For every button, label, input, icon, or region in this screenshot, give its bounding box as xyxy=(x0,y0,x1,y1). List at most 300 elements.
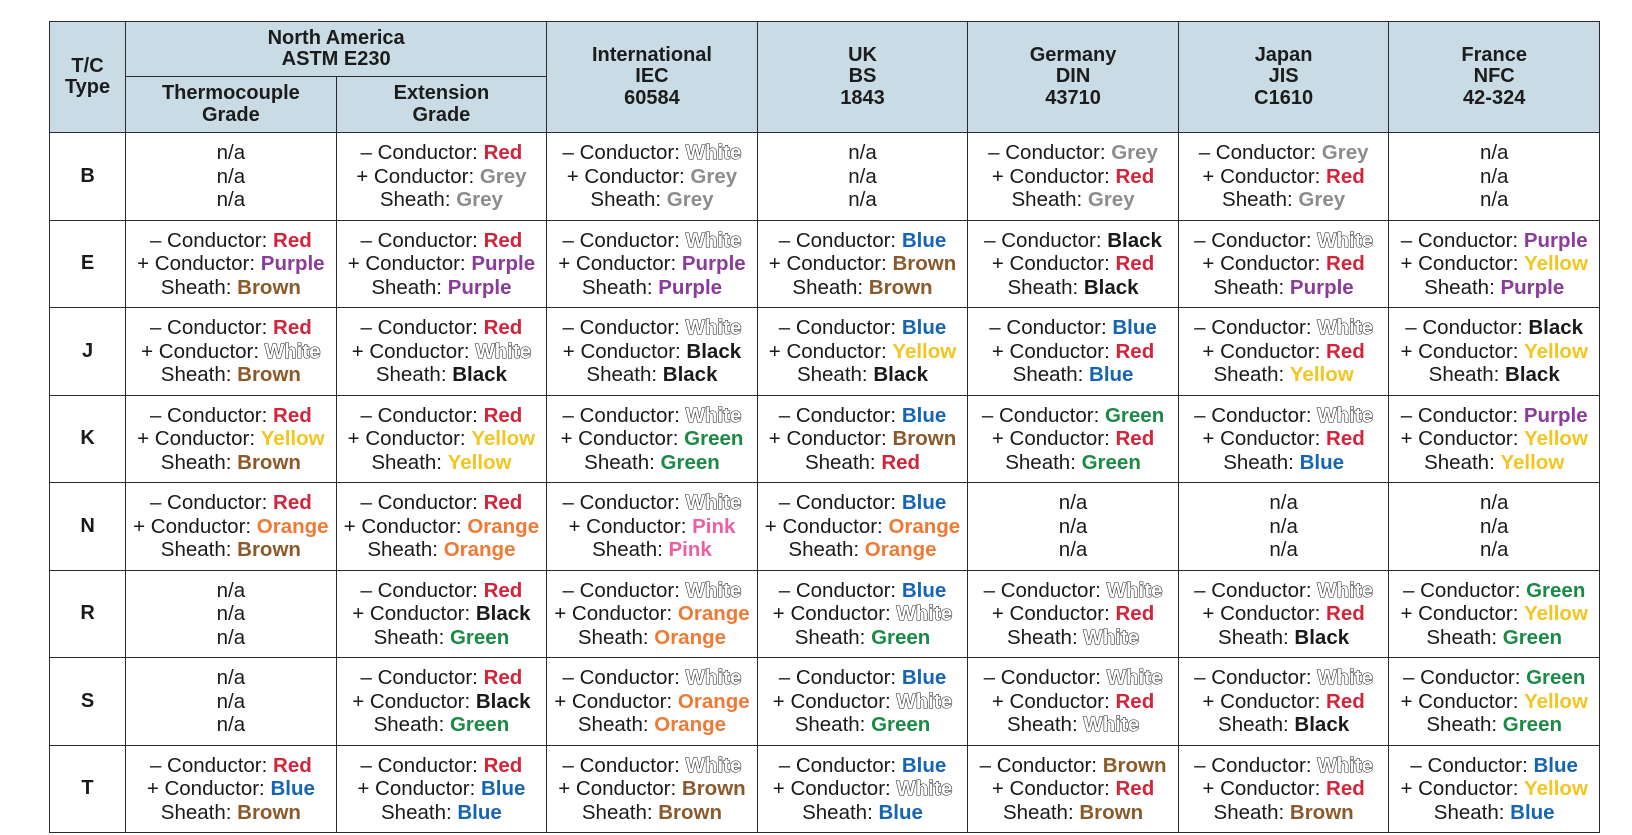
color-label: Sheath: xyxy=(1006,713,1084,736)
positive-conductor-line xyxy=(126,340,336,364)
cell-germany xyxy=(968,658,1179,746)
na-value: n/a xyxy=(1479,141,1509,164)
color-label: Sheath: xyxy=(1011,188,1088,211)
positive-conductor-line xyxy=(968,165,1178,189)
color-value: Black xyxy=(873,363,929,386)
color-label: – Conductor: xyxy=(778,228,902,252)
color-value: Red xyxy=(273,753,312,777)
cell-international xyxy=(547,220,758,308)
color-value: Orange xyxy=(256,514,329,538)
color-label: Sheath: xyxy=(804,450,882,474)
color-value: Purple xyxy=(260,252,325,275)
positive-conductor-line xyxy=(1179,165,1389,189)
color-label: – Conductor: xyxy=(562,228,686,252)
color-label: Sheath: xyxy=(1426,625,1503,649)
header-extension-grade: Extension Grade xyxy=(336,77,547,133)
sheath-line xyxy=(337,276,547,300)
color-value: Blue xyxy=(901,491,947,514)
color-value: Yellow xyxy=(1500,450,1565,474)
color-value: Black xyxy=(475,689,531,713)
sheath-line xyxy=(1389,626,1599,650)
table-body xyxy=(50,133,1600,833)
color-value: Brown xyxy=(868,275,933,299)
table-row xyxy=(50,483,1600,571)
positive-conductor-line xyxy=(547,777,757,801)
tc-type-cell: B xyxy=(50,133,126,221)
sheath-line xyxy=(1389,713,1599,737)
color-label: + Conductor: xyxy=(991,689,1116,713)
color-label: Sheath: xyxy=(581,275,659,299)
sheath-line xyxy=(968,451,1178,475)
negative-conductor-line xyxy=(547,491,757,515)
negative-conductor-line xyxy=(1179,141,1389,165)
cell-thermocouple-grade xyxy=(126,570,337,658)
color-value: Grey xyxy=(479,164,527,188)
sheath-line xyxy=(758,538,968,562)
positive-conductor-line xyxy=(968,602,1178,626)
color-label: Sheath: xyxy=(1433,800,1511,824)
negative-conductor-line xyxy=(337,141,547,165)
color-value: Yellow xyxy=(1524,427,1588,450)
color-value: Green xyxy=(1526,578,1586,602)
color-value: Red xyxy=(1115,427,1155,450)
na-value: n/a xyxy=(1479,164,1509,188)
negative-conductor-line xyxy=(337,491,547,515)
color-label: Sheath: xyxy=(373,713,450,736)
cell-japan xyxy=(1178,308,1389,396)
na-value: n/a xyxy=(216,141,246,164)
na-value: n/a xyxy=(216,164,246,188)
positive-conductor-line xyxy=(337,252,547,276)
color-value: Orange xyxy=(654,625,727,649)
color-label: – Conductor: xyxy=(149,228,274,252)
positive-conductor-line xyxy=(337,340,547,364)
color-value: White xyxy=(685,491,742,514)
negative-conductor-line xyxy=(337,754,547,778)
negative-conductor-line xyxy=(968,229,1178,253)
color-value: Red xyxy=(483,403,523,427)
na-value: n/a xyxy=(216,625,246,649)
color-label: + Conductor: xyxy=(1400,777,1525,800)
color-label: – Conductor: xyxy=(1400,403,1524,427)
negative-conductor-line xyxy=(968,579,1178,603)
color-label: Sheath: xyxy=(371,450,448,474)
cell-international xyxy=(547,745,758,833)
cell-japan xyxy=(1178,658,1389,746)
na-value: n/a xyxy=(216,713,246,736)
color-label: Sheath: xyxy=(373,625,450,649)
sheath-line xyxy=(547,801,757,825)
negative-conductor-line xyxy=(126,316,336,340)
color-label: + Conductor: xyxy=(133,514,257,538)
na-value: n/a xyxy=(1269,514,1298,538)
color-value: Green xyxy=(1104,403,1165,427)
color-value: Red xyxy=(1115,602,1155,625)
cell-uk xyxy=(757,483,968,571)
color-value: Brown xyxy=(237,363,301,386)
cell-germany xyxy=(968,395,1179,483)
color-value: Green xyxy=(871,713,931,736)
negative-conductor-line xyxy=(1389,229,1599,253)
color-value: Brown xyxy=(1102,753,1167,777)
color-value: Red xyxy=(1326,602,1365,625)
negative-conductor-line xyxy=(758,404,968,428)
sheath-line xyxy=(968,188,1178,212)
sheath-line xyxy=(1389,363,1599,387)
sheath-line xyxy=(126,276,336,300)
negative-conductor-line xyxy=(1389,316,1599,340)
color-label: + Conductor: xyxy=(1400,602,1525,625)
color-label: + Conductor: xyxy=(1202,427,1327,450)
color-label: + Conductor: xyxy=(554,689,678,713)
negative-conductor-line xyxy=(337,229,547,253)
color-value: Blue xyxy=(878,800,923,824)
cell-thermocouple-grade xyxy=(126,133,337,221)
positive-conductor-line xyxy=(547,252,757,276)
color-label: + Conductor: xyxy=(1400,427,1525,450)
color-value: Blue xyxy=(481,777,526,800)
cell-japan xyxy=(1178,220,1389,308)
cell-extension-grade xyxy=(336,395,547,483)
color-label: Sheath: xyxy=(584,450,661,474)
positive-conductor-line xyxy=(337,427,547,451)
sheath-line xyxy=(126,363,336,387)
negative-conductor-line xyxy=(547,666,757,690)
positive-conductor-line xyxy=(126,515,336,539)
color-label: Sheath: xyxy=(1006,625,1084,649)
cell-uk xyxy=(757,308,968,396)
color-label: – Conductor: xyxy=(1194,316,1318,339)
color-value: Brown xyxy=(1289,800,1354,824)
positive-conductor-line xyxy=(758,690,968,714)
color-value: Blue xyxy=(901,316,947,339)
color-label: + Conductor: xyxy=(1202,777,1327,800)
color-label: Sheath: xyxy=(1007,275,1084,299)
cell-japan xyxy=(1178,395,1389,483)
positive-conductor-line xyxy=(1389,777,1599,801)
color-value: Green xyxy=(449,713,510,736)
positive-conductor-line xyxy=(337,602,547,626)
positive-conductor-line xyxy=(1179,427,1389,451)
positive-conductor-line xyxy=(1389,427,1599,451)
cell-extension-grade xyxy=(336,220,547,308)
negative-conductor-line xyxy=(1179,229,1389,253)
cell-extension-grade xyxy=(336,308,547,396)
color-value: Blue xyxy=(1510,800,1555,824)
sheath-line xyxy=(1179,801,1389,825)
positive-conductor-line xyxy=(758,252,968,276)
na-value: n/a xyxy=(848,141,877,164)
color-value: Red xyxy=(1326,252,1365,275)
tc-type-cell: K xyxy=(50,395,126,483)
cell-extension-grade xyxy=(336,133,547,221)
cell-thermocouple-grade xyxy=(126,658,337,746)
color-label: + Conductor: xyxy=(991,777,1116,800)
color-label: + Conductor: xyxy=(146,777,271,800)
color-label: Sheath: xyxy=(590,188,667,211)
negative-conductor-line xyxy=(968,666,1178,690)
color-value: Red xyxy=(1326,777,1365,800)
negative-conductor-line xyxy=(1389,579,1599,603)
negative-conductor-line xyxy=(968,404,1178,428)
color-value: Yellow xyxy=(1524,689,1588,713)
color-label: – Conductor: xyxy=(989,316,1113,339)
color-label: Sheath: xyxy=(1213,363,1290,386)
negative-conductor-line xyxy=(1179,316,1389,340)
color-value: Blue xyxy=(901,753,947,777)
sheath-line xyxy=(337,713,547,737)
color-value: Green xyxy=(660,450,720,474)
color-label: Sheath: xyxy=(1005,450,1082,474)
color-label: + Conductor: xyxy=(772,689,897,713)
color-value: White xyxy=(264,339,321,363)
positive-conductor-line xyxy=(968,252,1178,276)
color-value: Orange xyxy=(677,689,750,713)
color-value: Pink xyxy=(692,514,736,538)
color-value: Red xyxy=(483,491,523,514)
color-label: – Conductor: xyxy=(149,403,274,427)
color-label: + Conductor: xyxy=(768,252,893,275)
color-value: Brown xyxy=(681,777,746,800)
color-label: + Conductor: xyxy=(347,427,472,450)
cell-uk xyxy=(757,570,968,658)
color-value: White xyxy=(1317,666,1374,689)
cell-france xyxy=(1389,395,1600,483)
color-label: + Conductor: xyxy=(991,427,1116,450)
positive-conductor-line xyxy=(968,690,1178,714)
color-label: Sheath: xyxy=(160,363,238,386)
sheath-line xyxy=(547,451,757,475)
color-value: White xyxy=(1317,753,1374,777)
cell-extension-grade xyxy=(336,483,547,571)
color-value: Red xyxy=(483,316,523,339)
color-label: Sheath: xyxy=(1426,713,1503,736)
color-value: Black xyxy=(662,363,718,386)
color-label: Sheath: xyxy=(1424,275,1501,299)
color-label: – Conductor: xyxy=(1400,228,1524,252)
color-label: – Conductor: xyxy=(360,491,484,514)
positive-conductor-line xyxy=(1389,252,1599,276)
color-value: Red xyxy=(273,403,312,427)
color-label: + Conductor: xyxy=(1202,602,1327,625)
color-label: Sheath: xyxy=(577,713,655,736)
color-value: Blue xyxy=(901,403,947,427)
color-value: Red xyxy=(1115,777,1155,800)
sheath-line xyxy=(968,713,1178,737)
color-value: Purple xyxy=(658,275,723,299)
cell-france xyxy=(1389,220,1600,308)
color-value: White xyxy=(1317,578,1374,602)
cell-germany xyxy=(968,570,1179,658)
color-label: – Conductor: xyxy=(778,316,902,339)
cell-japan xyxy=(1178,483,1389,571)
color-label: + Conductor: xyxy=(1400,252,1525,275)
cell-international xyxy=(547,308,758,396)
color-label: + Conductor: xyxy=(560,427,685,450)
sheath-line xyxy=(547,188,757,212)
tc-type-cell: R xyxy=(50,570,126,658)
color-value: Blue xyxy=(1112,316,1157,339)
cell-thermocouple-grade xyxy=(126,220,337,308)
color-value: White xyxy=(685,228,742,252)
color-value: Red xyxy=(1326,339,1365,363)
color-value: Orange xyxy=(654,713,727,736)
color-value: Grey xyxy=(1298,188,1346,211)
na-value: n/a xyxy=(1058,491,1088,514)
negative-conductor-line xyxy=(126,491,336,515)
cell-japan xyxy=(1178,133,1389,221)
color-value: Blue xyxy=(1299,450,1344,474)
color-label: – Conductor: xyxy=(1194,228,1318,252)
negative-conductor-line xyxy=(547,229,757,253)
cell-france xyxy=(1389,658,1600,746)
positive-conductor-line xyxy=(547,602,757,626)
color-label: Sheath: xyxy=(379,188,457,211)
positive-conductor-line xyxy=(547,690,757,714)
na-value: n/a xyxy=(848,164,877,188)
table-row xyxy=(50,133,1600,221)
color-label: – Conductor: xyxy=(360,578,484,602)
positive-conductor-line xyxy=(547,340,757,364)
negative-conductor-line xyxy=(758,579,968,603)
color-value: Blue xyxy=(1089,363,1134,386)
sheath-line xyxy=(1179,626,1389,650)
color-label: Sheath: xyxy=(1222,188,1299,211)
negative-conductor-line xyxy=(547,754,757,778)
cell-thermocouple-grade xyxy=(126,395,337,483)
color-label: + Conductor: xyxy=(352,602,476,625)
color-value: Red xyxy=(881,450,921,474)
negative-conductor-line xyxy=(337,579,547,603)
negative-conductor-line xyxy=(126,404,336,428)
color-value: Orange xyxy=(443,538,516,561)
sheath-line xyxy=(968,801,1178,825)
color-label: Sheath: xyxy=(367,538,444,561)
color-value: Green xyxy=(1502,625,1562,649)
sheath-line xyxy=(1389,801,1599,825)
color-value: Red xyxy=(1115,339,1155,363)
negative-conductor-line xyxy=(1179,666,1389,690)
na-value: n/a xyxy=(1058,538,1088,561)
na-value: n/a xyxy=(1269,538,1298,561)
color-label: + Conductor: xyxy=(991,602,1116,625)
sheath-line xyxy=(547,276,757,300)
color-label: – Conductor: xyxy=(1198,141,1322,164)
color-label: – Conductor: xyxy=(562,316,686,339)
color-value: White xyxy=(1083,625,1140,649)
sheath-line xyxy=(126,801,336,825)
color-label: Sheath: xyxy=(381,800,458,824)
na-value: n/a xyxy=(1479,491,1509,514)
color-value: Red xyxy=(273,316,312,339)
negative-conductor-line xyxy=(758,229,968,253)
color-label: – Conductor: xyxy=(360,666,484,689)
color-label: + Conductor: xyxy=(554,602,678,625)
negative-conductor-line xyxy=(126,229,336,253)
negative-conductor-line xyxy=(547,316,757,340)
color-value: White xyxy=(1317,403,1374,427)
color-value: Orange xyxy=(677,602,750,625)
color-label: – Conductor: xyxy=(562,403,686,427)
sheath-line xyxy=(758,626,968,650)
color-value: Red xyxy=(1326,689,1365,713)
color-label: – Conductor: xyxy=(1410,753,1534,777)
color-value: Grey xyxy=(690,164,738,188)
color-value: Purple xyxy=(1523,403,1588,427)
sheath-line xyxy=(547,363,757,387)
color-label: – Conductor: xyxy=(360,753,484,777)
color-value: White xyxy=(685,753,742,777)
color-label: + Conductor: xyxy=(357,777,481,800)
color-value: Black xyxy=(1294,625,1350,649)
color-value: White xyxy=(685,578,742,602)
cell-france xyxy=(1389,745,1600,833)
table-row xyxy=(50,570,1600,658)
cell-extension-grade xyxy=(336,570,547,658)
color-value: Red xyxy=(273,491,312,514)
color-label: Sheath: xyxy=(794,713,872,736)
color-value: Brown xyxy=(892,252,957,275)
color-label: – Conductor: xyxy=(562,141,686,164)
positive-conductor-line xyxy=(1179,602,1389,626)
color-label: Sheath: xyxy=(160,450,238,474)
color-value: Yellow xyxy=(892,339,957,363)
color-value: Brown xyxy=(237,800,301,824)
color-value: Yellow xyxy=(1524,602,1588,625)
color-label: Sheath: xyxy=(586,363,663,386)
color-value: Brown xyxy=(237,275,301,299)
positive-conductor-line xyxy=(1389,602,1599,626)
cell-uk xyxy=(757,133,968,221)
table-row xyxy=(50,220,1600,308)
negative-conductor-line xyxy=(1179,579,1389,603)
color-label: + Conductor: xyxy=(764,514,889,538)
na-value: n/a xyxy=(1479,538,1509,561)
negative-conductor-line xyxy=(968,141,1178,165)
color-label: Sheath: xyxy=(160,275,238,299)
sheath-line xyxy=(126,451,336,475)
color-label: Sheath: xyxy=(796,363,874,386)
color-value: Purple xyxy=(1289,275,1354,299)
color-label: – Conductor: xyxy=(360,403,484,427)
negative-conductor-line xyxy=(1179,754,1389,778)
cell-thermocouple-grade xyxy=(126,745,337,833)
color-value: Red xyxy=(1326,427,1365,450)
color-value: Yellow xyxy=(471,427,536,450)
positive-conductor-line xyxy=(337,690,547,714)
color-label: – Conductor: xyxy=(979,753,1103,777)
color-label: + Conductor: xyxy=(772,777,897,800)
positive-conductor-line xyxy=(758,515,968,539)
tc-type-cell: N xyxy=(50,483,126,571)
table-row xyxy=(50,395,1600,483)
na-value: n/a xyxy=(848,188,877,211)
sheath-line xyxy=(968,626,1178,650)
tc-type-cell: S xyxy=(50,658,126,746)
color-label: Sheath: xyxy=(1223,450,1300,474)
color-label: + Conductor: xyxy=(558,252,682,275)
cell-france xyxy=(1389,570,1600,658)
sheath-line xyxy=(337,451,547,475)
color-label: – Conductor: xyxy=(778,578,902,602)
color-value: Red xyxy=(483,578,523,602)
color-label: – Conductor: xyxy=(778,666,902,689)
header-international: International IEC 60584 xyxy=(547,22,758,133)
sheath-line xyxy=(1389,451,1599,475)
color-label: Sheath: xyxy=(794,625,872,649)
sheath-line xyxy=(758,713,968,737)
color-value: Purple xyxy=(1500,275,1565,299)
